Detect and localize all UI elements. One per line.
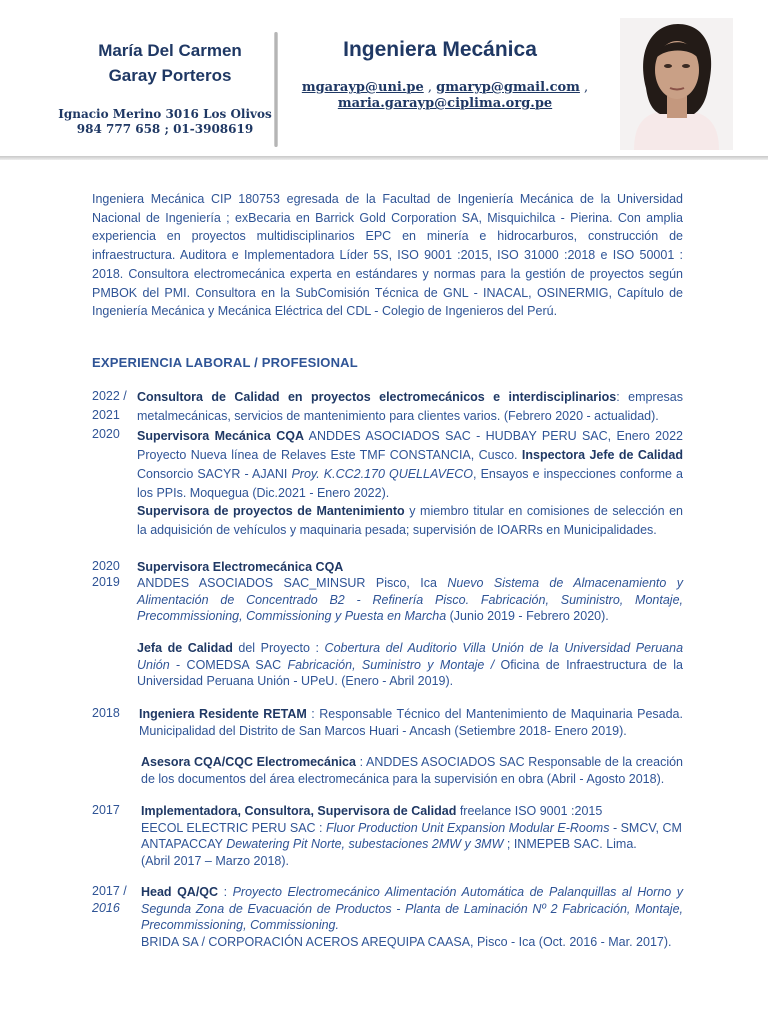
project-name: Fabricación, Suministro y Montaje / (287, 657, 495, 672)
section-title-experience: EXPERIENCIA LABORAL / PROFESIONAL (92, 355, 358, 370)
profile-photo (620, 18, 733, 150)
entry-text: ANDDES ASOCIADOS SAC_MINSUR Pisco, Ica (137, 576, 448, 590)
role-title: Asesora CQA/CQC Electromecánica (141, 755, 356, 769)
year-label: 2019 (92, 575, 120, 589)
role-title: Supervisora Electromecánica CQA (137, 560, 344, 574)
email-separator: , (423, 80, 437, 95)
entry-text: , Ensayos e inspecciones conforme a los PPIs. Moquegua (Dic.2021 - Enero 2022). (137, 467, 684, 500)
role-title: Supervisora de proyectos de Mantenimiento (137, 504, 405, 518)
project-name: Nuevo Sistema de Almacenamiento y Alimentación de Concentrado B2 - Refinería Pisco. Fabricación, Suministro, Montaje, Precommissioning, Commissioning y Puesta en Marcha (137, 576, 683, 624)
portrait-image (620, 18, 733, 150)
professional-summary: Ingeniera Mecánica CIP 180753 egresada de la Facultad de Ingeniería Mecánica de la Universidad Nacional de Ingeniería ; exBecaria en Barrick Gold Corporation SA, Misquichilca - Pierina. Con amplia experiencia en proyectos multidisciplinarios EPC en minería e hidrocarburos, construcción de infraestructura. Auditora e Implementadora Líder 5S, ISO 9001 :2015, ISO 31000 :2018 e ISO 50001 : 2018. Consultora electromecánica experta en estándares y normas para la gestión de proyectos según PMBOK del PMI. Consultora en la SubComisión Técnica de GNL - INACAL, OSINERMIG, Capítulo de Ingeniería Mecánica y Mecánica Eléctrica del CDL - Colegio de Ingenieros del Perú. (92, 192, 683, 319)
entry-text: Consorcio SACYR - AJANI (137, 467, 292, 481)
phones: 984 777 658 ; 01-3908619 (76, 122, 254, 136)
project-name: Proy. K.CC2.170 QUELLAVECO (291, 467, 474, 481)
experience-entry (137, 427, 683, 503)
entry-text: - COMEDSA SAC (169, 657, 288, 672)
experience-entry (141, 934, 683, 951)
entry-text: freelance ISO 9001 :2015 (456, 804, 603, 818)
experience-entry (141, 884, 683, 934)
entry-text: : ANDDES ASOCIADOS SAC Responsable de la creación de los documentos del área electromecánica para la supervisión en obra (Abril - Agosto 2018). (141, 755, 683, 786)
experience-entry (137, 575, 683, 625)
email-links (290, 80, 600, 112)
role-title: Consultora de Calidad en proyectos electromecánicos e interdisciplinarios (137, 390, 617, 404)
year-label: 2022 / (92, 389, 127, 403)
role-title: Implementadora, Consultora, Supervisora de Calidad (141, 804, 457, 818)
experience-entry (137, 640, 683, 690)
vertical-divider (274, 32, 278, 147)
entry-text: BRIDA SA / CORPORACIÓN ACEROS AREQUIPA CAASA, Pisco - Ica (Oct. 2016 - Mar. 2017). (141, 935, 672, 949)
year-label: 2017 (92, 803, 120, 817)
year-label: 2016 (92, 901, 120, 915)
entry-text: : Responsable Técnico del Mantenimiento de Maquinaria Pesada. Municipalidad del Distrito de San Marcos Huari - Ancash (Setiembre 2018- Enero 2019). (139, 707, 683, 738)
role-title: Supervisora Mecánica CQA (137, 429, 304, 443)
entry-text: (Abril 2017 – Marzo 2018). (141, 853, 289, 868)
entry-text: (Junio 2019 - Febrero 2020). (446, 609, 609, 624)
experience-entry (141, 754, 683, 787)
email-link-gmail[interactable]: gmaryp@gmail.com (436, 80, 580, 95)
entry-text: EECOL ELECTRIC PERU SAC : (141, 820, 326, 835)
entry-text: : empresas metalmecánicas, servicios de mantenimiento para clientes varios. (Febrero 2020 - actualidad). (137, 390, 683, 423)
entry-text: ANDDES ASOCIADOS SAC - HUDBAY PERU SAC, Enero 2022 Proyecto Nueva línea de Relaves Este TMF CONSTANCIA, Cusco. (137, 429, 683, 462)
role-title: Ingeniera Residente RETAM (139, 707, 307, 721)
role-title: Head QA/QC (141, 885, 219, 899)
entry-text: ANTAPACCAY (141, 837, 227, 852)
role-title: Jefa de Calidad (137, 641, 233, 655)
year-label: 2020 (92, 559, 120, 573)
professional-title: Ingeniera Mecánica (343, 38, 537, 61)
entry-text: y miembro titular en comisiones de selección en la adquisición de vehículos y maquinaria pesada; supervisión de IOARRs en Municipalidades. (137, 504, 683, 537)
email-link-ciplima[interactable]: maria.garayp@ciplima.org.pe (337, 96, 553, 111)
candidate-name (70, 38, 270, 88)
year-label: 2018 (92, 706, 120, 720)
experience-entry (137, 388, 683, 426)
entry-text: Oficina de Infraestructura de la Universidad Peruana Unión - UPeU. (Enero - Abril 2019). (137, 657, 683, 689)
email-separator: , (579, 80, 589, 95)
name-line-2: Garay Porteros (108, 66, 232, 85)
entry-text: del Proyecto : (232, 641, 325, 655)
project-name: Dewatering Pit Norte, subestaciones 2MW y 3MW (226, 837, 504, 852)
project-name: Fluor Production Unit Expansion Modular E-Rooms (326, 820, 610, 835)
project-name: Cobertura del Auditorio Villa Unión de la Universidad Peruana Unión (137, 641, 684, 672)
experience-entry (137, 502, 683, 540)
entry-text: ; INMEPEB SAC. Lima. (503, 837, 637, 852)
year-label: 2017 / (92, 884, 127, 898)
role-title: Inspectora Jefe de Calidad (521, 448, 683, 462)
entry-text: - SMCV, CM (609, 820, 682, 835)
entry-text: : (218, 885, 233, 899)
project-name: Proyecto Electromecánico Alimentación Automática de Palanquillas al Horno y Segunda Zona de Evacuación de Productos - Planta de Laminación Nº 2 Fabricación, Montaje, Precommissioning, Commissioning. (141, 885, 684, 933)
experience-entry (141, 803, 683, 869)
experience-entry (139, 706, 683, 739)
year-label: 2020 (92, 427, 120, 441)
year-label: 2021 (92, 408, 120, 422)
address: Ignacio Merino 3016 Los Olivos (58, 107, 272, 121)
contact-info (55, 107, 275, 137)
experience-entry (137, 559, 683, 576)
name-line-1: María Del Carmen (98, 41, 242, 60)
header-divider (0, 156, 768, 160)
email-link-uni[interactable]: mgarayp@uni.pe (301, 80, 424, 95)
